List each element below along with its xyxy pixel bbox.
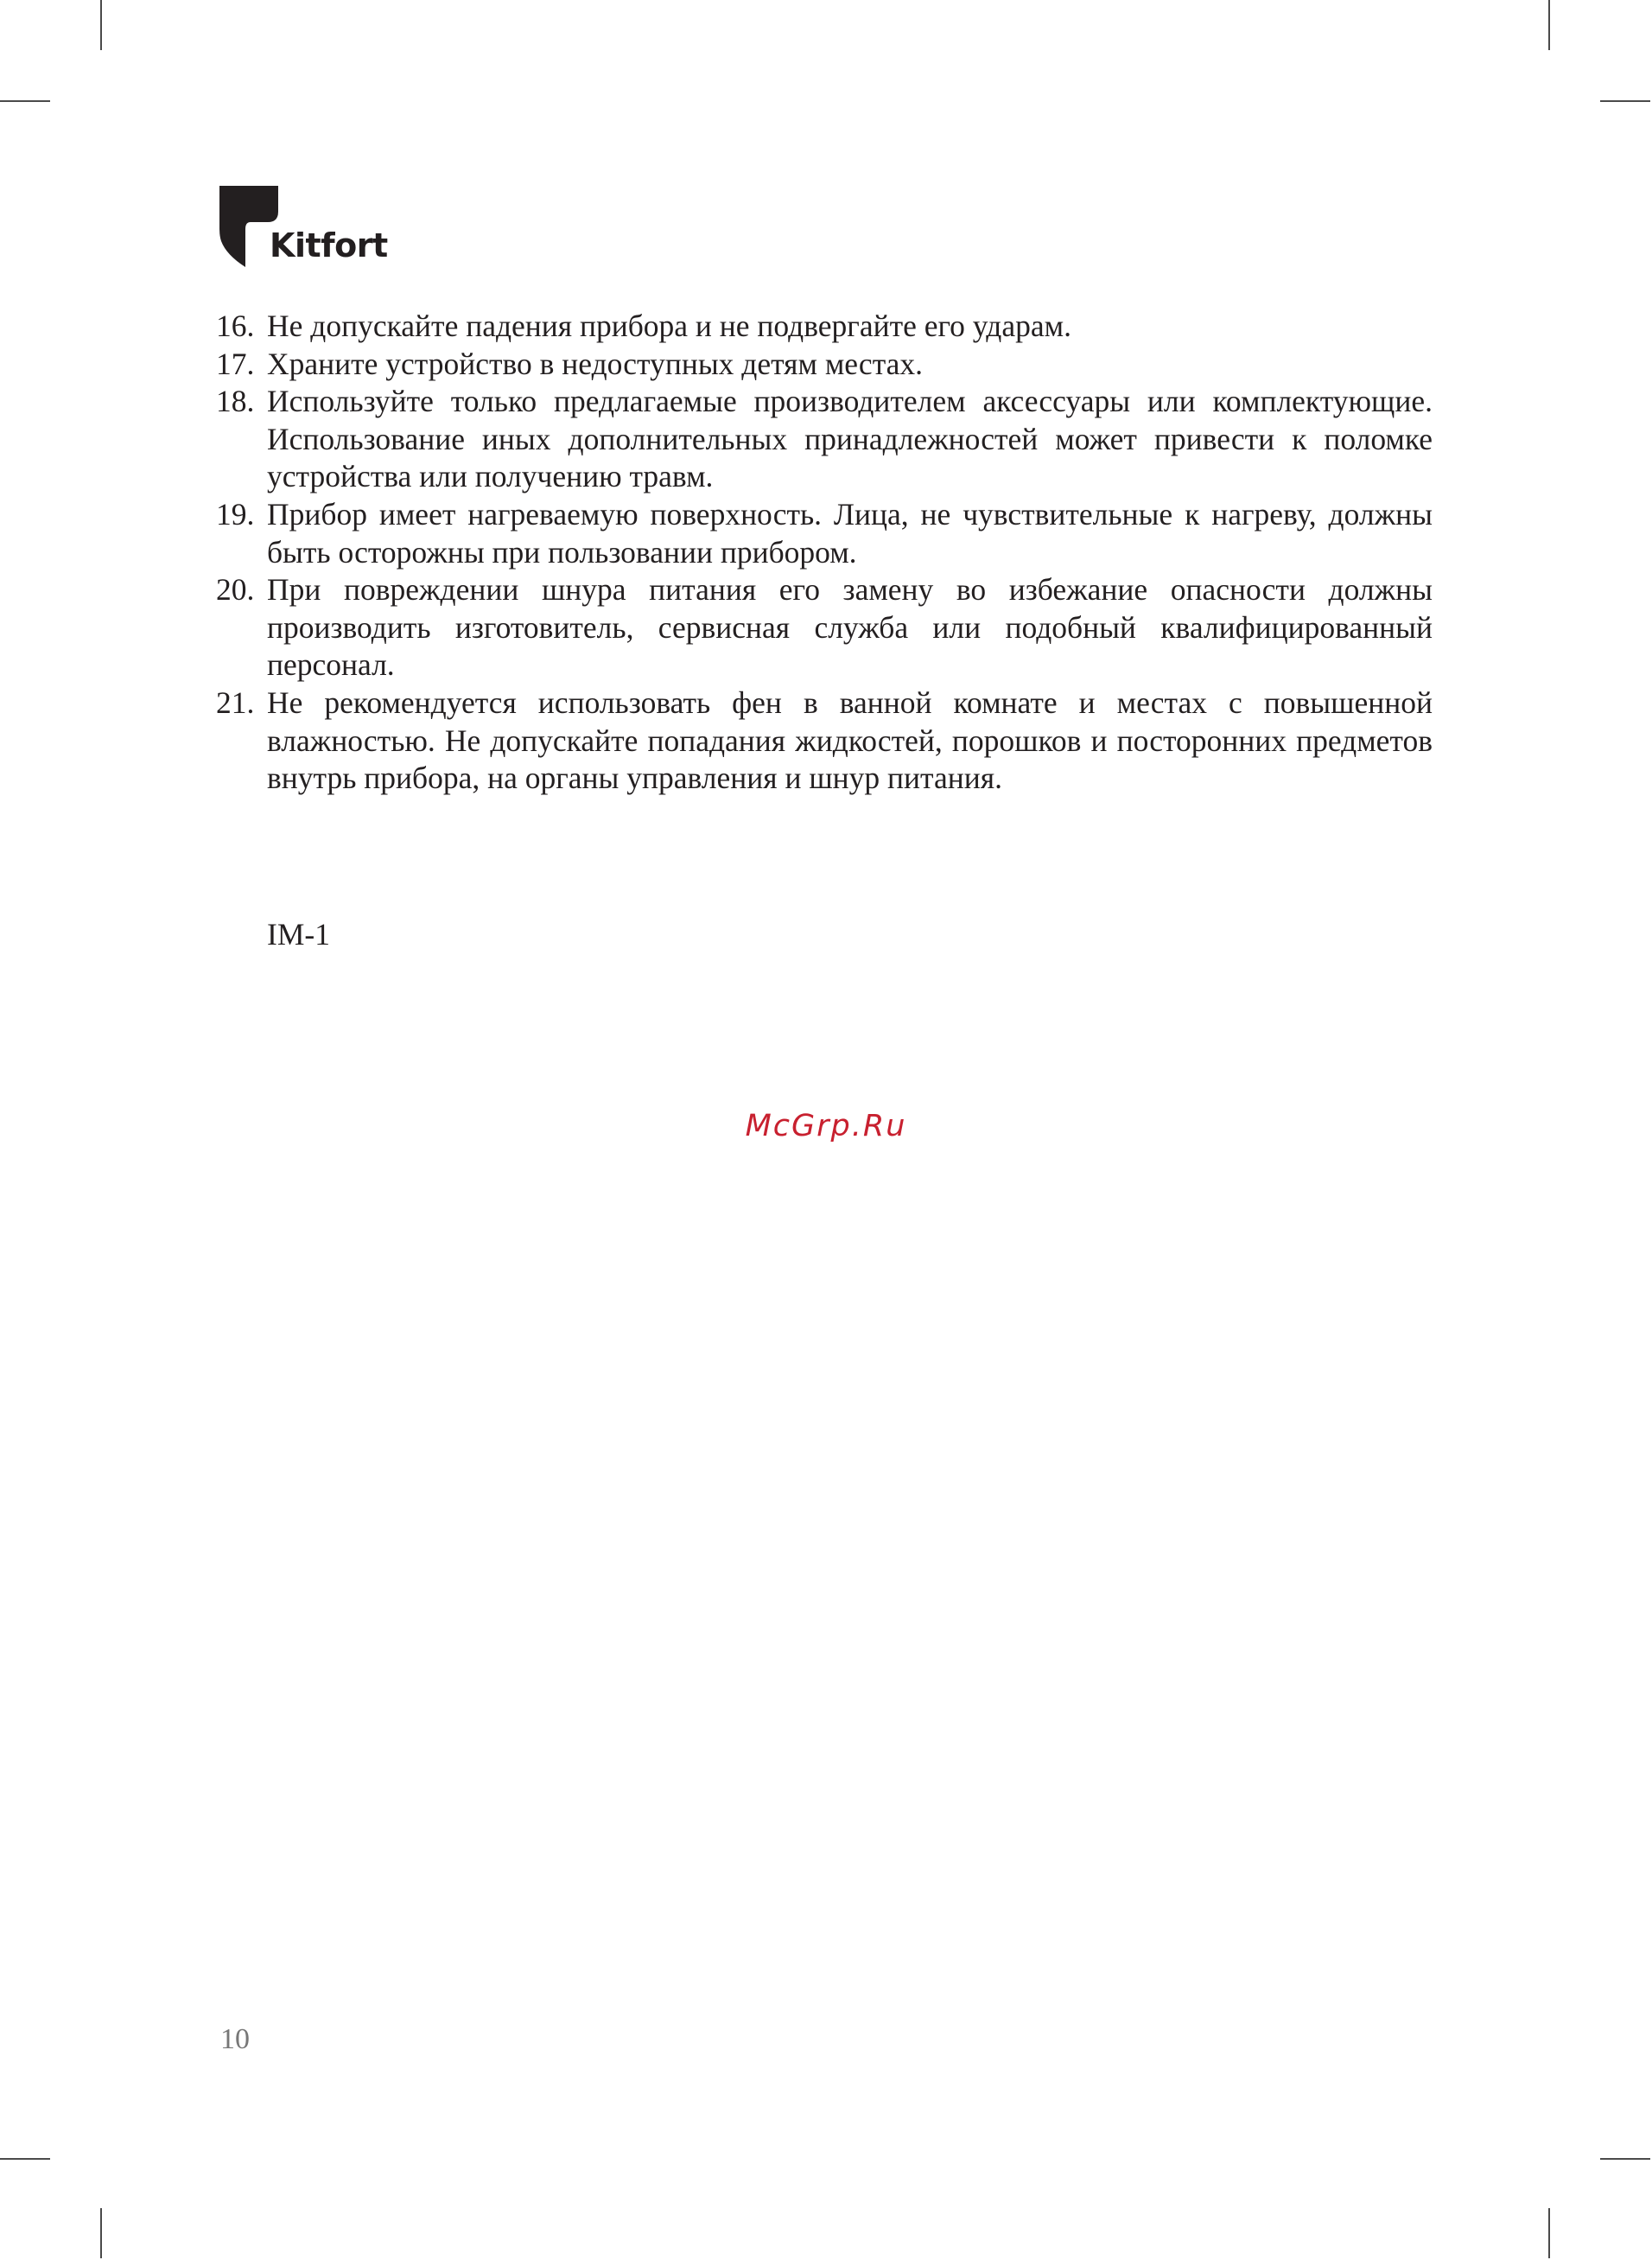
crop-mark-right-top [1600, 100, 1650, 102]
brand-logo-text: Kitfort [270, 226, 388, 264]
crop-mark-top-right [1548, 0, 1550, 50]
list-item [216, 346, 1433, 384]
list-item [216, 308, 1433, 346]
item-text: Не рекомендуется использовать фен в ванной комнате и местах с повышенной влажностью. Не допускайте попадания жидкостей, порошков и посторонних предметов внутрь прибора, на органы управления и шнур питания. [267, 684, 1433, 796]
list-item [216, 383, 1433, 496]
instructions-section [216, 308, 1433, 798]
document-code: IM-1 [267, 917, 330, 952]
item-text: Храните устройство в недоступных детям местах. [267, 346, 924, 381]
watermark: McGrp.Ru [745, 1109, 907, 1143]
item-text: Прибор имеет нагреваемую поверхность. Лица, не чувствительные к нагреву, должны быть осторожны при пользовании прибором. [267, 496, 1433, 570]
item-number: 21. [216, 684, 255, 720]
crop-mark-bottom-left [100, 2208, 102, 2258]
instructions-list [216, 308, 1433, 798]
item-text: Используйте только предлагаемые производителем аксессуары или комплектующие. Использование иных дополнительных принадлежностей может привести к поломке устройства или получению травм. [267, 384, 1433, 494]
crop-mark-left-top [0, 100, 50, 102]
item-number: 19. [216, 496, 255, 532]
crop-mark-top-left [100, 0, 102, 50]
item-number: 20. [216, 572, 255, 608]
list-item [216, 571, 1433, 684]
list-item [216, 496, 1433, 571]
crop-mark-left-bottom [0, 2158, 50, 2160]
item-number: 18. [216, 384, 255, 419]
crop-mark-right-bottom [1600, 2158, 1650, 2160]
item-text: При повреждении шнура питания его замену во избежание опасности должны производить изготовитель, сервисная служба или подобный квалифицированный персонал. [267, 572, 1433, 683]
page-number: 10 [220, 2023, 250, 2055]
item-number: 17. [216, 346, 255, 381]
brand-logo [219, 186, 392, 269]
item-text: Не допускайте падения прибора и не подвергайте его ударам. [267, 309, 1071, 343]
crop-mark-bottom-right [1548, 2208, 1550, 2258]
list-item [216, 684, 1433, 798]
item-number: 16. [216, 309, 255, 343]
